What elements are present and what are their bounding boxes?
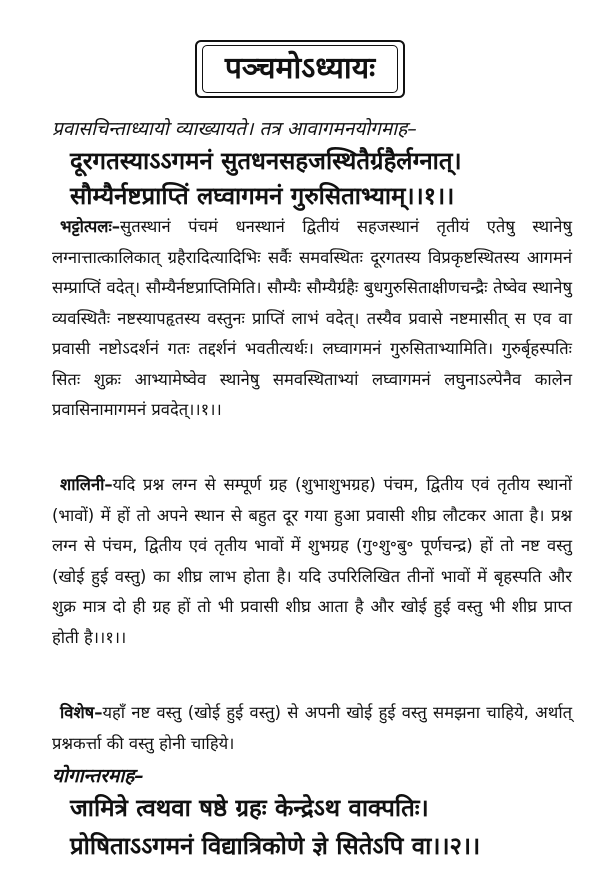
shalini-text: यदि प्रश्न लग्न से सम्पूर्ण ग्रह (शुभाशुभग्रह) पंचम, द्वितीय एवं तृतीय स्थानों (भावों) में हों तो अपने स्थान से बहुत दूर गया हुआ प्रवासी शीघ्र लौटकर आता है। प्रश्न लग्न से पंचम, द्वितीय एवं तृतीय भावों में शुभग्रह (गु॰शु॰बु॰ पूर्णचन्द्र) हों तो नष्ट वस्तु (खोई हुई वस्तु) का शीघ्र लाभ होता है। यदि उपरिलिखित तीनों भावों में बृहस्पति और शुक्र मात्र दो ही ग्रह हों तो भी प्रवासी शीघ्र आता है और खोई हुई वस्तु भी शीघ्र प्राप्त होती है।।१।। [52,475,572,647]
bhattotpala-label: भट्टोत्पलः– [60,217,121,236]
chapter-title-frame [0,40,600,98]
bhattotpala-commentary [52,212,572,426]
verse1-line1: दूरगतस्याऽऽगमनं सुतधनसहजस्थितैर्ग्रहैर्लग्नात्। [70,147,462,175]
intro-line: प्रवासचिन्ताध्यायो व्याख्यायते। तत्र आवागमनयोगमाह– [52,118,417,140]
vishesh-note [52,698,572,759]
shalini-label: शालिनी– [60,475,113,494]
chapter-title-outer-border [195,40,405,98]
verse2-line2: प्रोषिताऽऽगमनं विद्यात्रिकोणे ज्ञे सितेऽपि वा।।२।। [70,832,481,860]
chapter-title: पञ्चमोऽध्यायः [202,45,398,93]
verse2-line1: जामित्रे त्वथवा षष्ठे ग्रहः केन्द्रेऽथ वाक्पतिः। [70,794,429,822]
vishesh-label: विशेष– [60,703,103,722]
shalini-commentary [52,470,572,653]
yogantar-line: योगान्तरमाह– [52,765,144,787]
verse1-line2: सौम्यैर्नष्टप्राप्तिं लघ्वागमनं गुरुसिताभ्याम्।।१।। [70,182,455,210]
vishesh-text: यहाँ नष्ट वस्तु (खोई हुई वस्तु) से अपनी खोई हुई वस्तु समझना चाहिये, अर्थात् प्रश्नकर्त्ता की वस्तु होनी चाहिये। [52,703,572,753]
bhattotpala-text: सुतस्थानं पंचमं धनस्थानं द्वितीयं सहजस्थानं तृतीयं एतेषु स्थानेषु लग्नात्तात्कालिकात् ग्रहैरादित्यादिभिः सर्वैः समवस्थितः दूरगतस्य विप्रकृष्टस्थितस्य आगमनं सम्प्राप्तिं वदेत्। सौम्यैर्नष्टप्राप्तिमिति। सौम्यैः सौम्यैर्ग्रहैः बुधगुरुसिताक्षीणचन्द्रैः तेष्वेव स्थानेषु व्यवस्थितैः नष्टस्यापहृतस्य वस्तुनः प्राप्तिं लाभं वदेत्। तस्यैव प्रवासे नष्टमासीत् स एव वा प्रवासी नष्टोऽदर्शनं गतः तद्दर्शनं भवतीत्यर्थः। लघ्वागमनं गुरुसिताभ्यामिति। गुरुर्बृहस्पतिः सितः शुक्रः आभ्यामेष्वेव स्थानेषु समवस्थिताभ्यां लघ्वागमनं लघुनाऽल्पेनैव कालेन प्रवासिनामागमनं प्रवदेत्।।१।। [52,217,572,419]
